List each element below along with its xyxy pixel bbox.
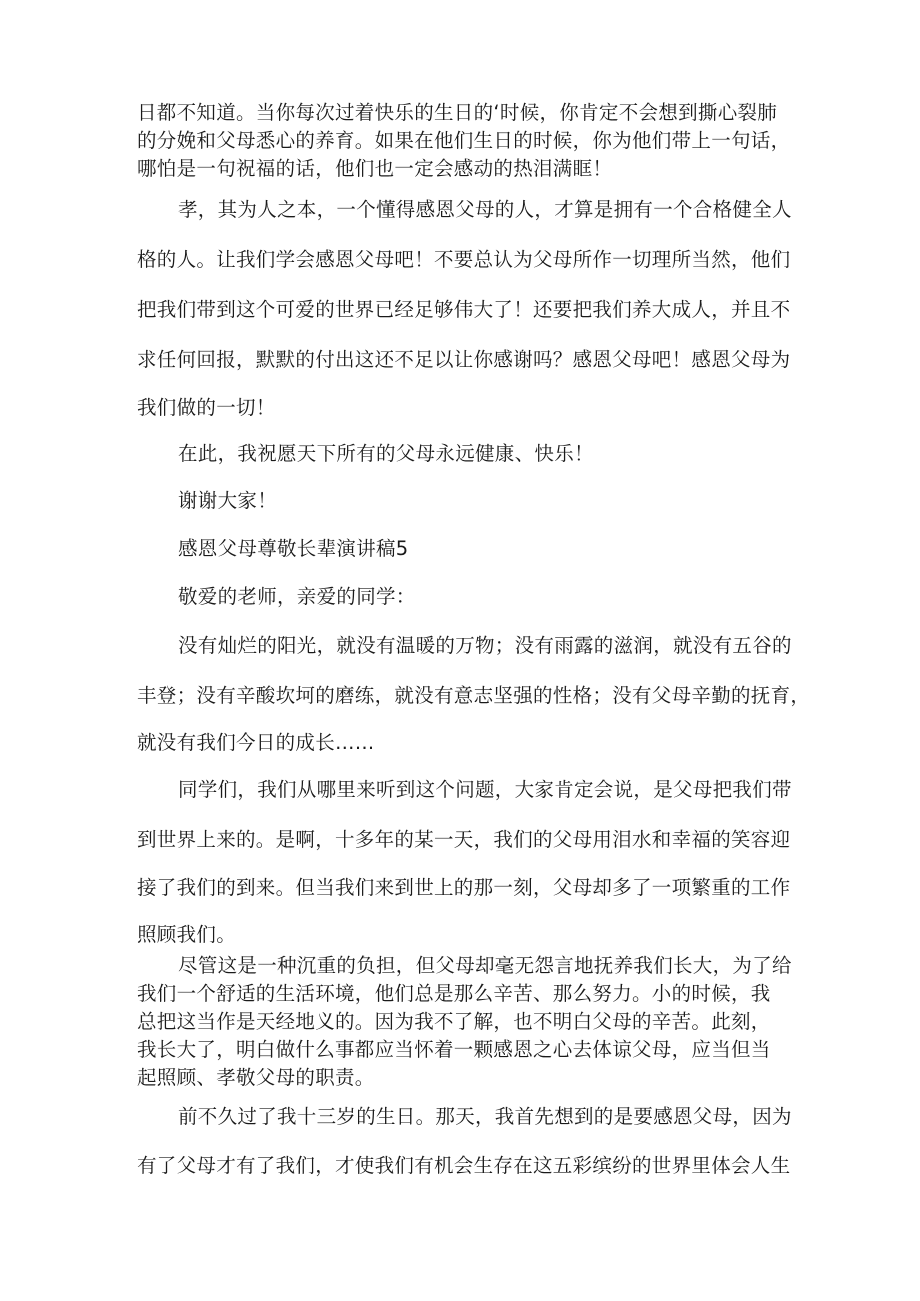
salutation: 敬爱的老师，亲爱的同学：	[178, 585, 416, 608]
section-heading: 感恩父母尊敬长辈演讲稿5	[178, 537, 409, 560]
text-line: 我长大了，明白做什么事都应当怀着一颗感恩之心去体谅父母，应当但当	[137, 1038, 771, 1061]
text-line: 前不久过了我十三岁的生日。那天，我首先想到的是要感恩父母，因为	[178, 1105, 792, 1128]
text-line: 总把这当作是天经地义的。因为我不了解，也不明白父母的辛苦。此刻，	[137, 1010, 771, 1033]
text-line: 格的人。让我们学会感恩父母吧！不要总认为父母所作一切理所当然，他们	[137, 248, 791, 271]
text-line: 丰登；没有辛酸坎坷的磨练，就没有意志坚强的性格；没有父母辛勤的抚育，	[137, 684, 811, 707]
text-line: 到世界上来的。是啊，十多年的某一天，我们的父母用泪水和幸福的笑容迎	[137, 828, 791, 851]
text-line: 就没有我们今日的成长……	[137, 731, 375, 754]
text-line: 接了我们的到来。但当我们来到世上的那一刻，父母却多了一项繁重的工作	[137, 876, 791, 899]
text-line: 孝，其为人之本，一个懂得感恩父母的人，才算是拥有一个合格健全人	[178, 198, 792, 221]
text-line: 谢谢大家！	[178, 489, 278, 512]
text-line: 没有灿烂的阳光，就没有温暖的万物；没有雨露的滋润，就没有五谷的	[178, 634, 792, 657]
text-line: 在此，我祝愿天下所有的父母永远健康、快乐！	[178, 442, 594, 465]
text-line: 把我们带到这个可爱的世界已经足够伟大了！还要把我们养大成人，并且不	[137, 298, 791, 321]
text-line: 尽管这是一种沉重的负担，但父母却毫无怨言地抚养我们长大，为了给	[178, 954, 792, 977]
text-line: 同学们，我们从哪里来听到这个问题，大家肯定会说，是父母把我们带	[178, 778, 792, 801]
text-line: 起照顾、孝敬父母的职责。	[137, 1066, 375, 1089]
text-line: 有了父母才有了我们，才使我们有机会生存在这五彩缤纷的世界里体会人生	[137, 1154, 791, 1177]
text-line: 的分娩和父母悉心的养育。如果在他们生日的时候，你为他们带上一句话，	[137, 129, 791, 152]
text-line: 我们一个舒适的生活环境，他们总是那么辛苦、那么努力。小的时候，我	[137, 982, 771, 1005]
text-line: 哪怕是一句祝福的话，他们也一定会感动的热泪满眶！	[137, 157, 613, 180]
text-line: 日都不知道。当你每次过着快乐的生日的‘时候，你肯定不会想到撕心裂肺	[137, 101, 778, 124]
text-line: 我们做的一切！	[137, 396, 276, 419]
text-line: 照顾我们。	[137, 923, 237, 946]
text-line: 求任何回报，默默的付出这还不足以让你感谢吗？感恩父母吧！感恩父母为	[137, 348, 791, 371]
